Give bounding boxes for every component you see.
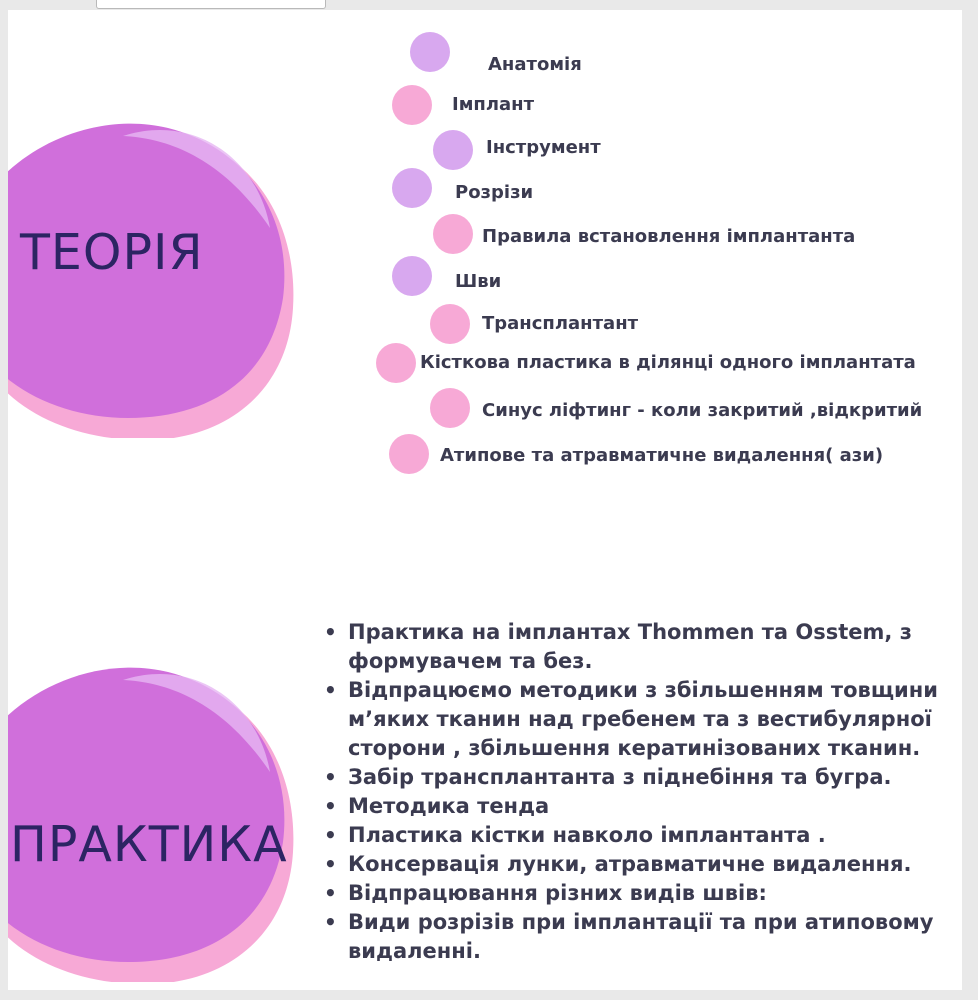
practice-list-item <box>320 792 960 821</box>
bullet-dot-icon: • <box>324 794 337 818</box>
practice-item-text: Забір трансплантанта з піднебіння та бугра. <box>348 765 892 789</box>
bullet-dot-icon: • <box>324 910 337 934</box>
bullet-dot-icon: • <box>324 678 337 702</box>
document-page <box>8 10 962 990</box>
practice-item-text: Відпрацюємо методики з збільшенням товщини м’яких тканин над гребенем та з вестибулярної сторони , збільшення кератинізованих тканин. <box>348 678 938 760</box>
practice-list-item <box>320 618 960 676</box>
practice-item-text: Консервація лунки, атравматичне видалення. <box>348 852 912 876</box>
theory-item-bullet <box>433 214 473 254</box>
bullet-dot-icon: • <box>324 765 337 789</box>
theory-item-label: Шви <box>455 271 502 292</box>
practice-item-text: Види розрізів при імплантації та при атиповому видаленні. <box>348 910 934 963</box>
theory-item-label: Правила встановлення імплантанта <box>482 226 856 247</box>
bullet-dot-icon: • <box>324 852 337 876</box>
theory-title: ТЕОРІЯ <box>20 224 204 281</box>
theory-item-bullet <box>376 343 416 383</box>
theory-item-bullet <box>392 85 432 125</box>
bullet-dot-icon: • <box>324 620 337 644</box>
practice-list-item <box>320 763 960 792</box>
theory-item-bullet <box>392 168 432 208</box>
practice-item-text: Практика на імплантах Thommen та Osstem, з формувачем та без. <box>348 620 912 673</box>
theory-item-bullet <box>430 304 470 344</box>
bullet-dot-icon: • <box>324 823 337 847</box>
theory-item-bullet <box>433 130 473 170</box>
practice-item-text: Пластика кістки навколо імплантанта . <box>348 823 826 847</box>
practice-list-item <box>320 908 960 966</box>
theory-item-bullet <box>389 434 429 474</box>
practice-item-text: Відпрацювання різних видів швів: <box>348 881 767 905</box>
theory-item-bullet <box>430 388 470 428</box>
theory-item-label: Імплант <box>452 94 535 115</box>
theory-item-label: Кісткова пластика в ділянці одного імплантата <box>420 352 916 373</box>
theory-item-bullet <box>410 32 450 72</box>
theory-item-label: Синус ліфтинг - коли закритий ,відкритий <box>482 400 923 421</box>
bullet-dot-icon: • <box>324 881 337 905</box>
theory-item-bullet <box>392 256 432 296</box>
practice-list <box>320 618 960 966</box>
practice-list-item <box>320 821 960 850</box>
practice-list-item <box>320 879 960 908</box>
top-input-box <box>96 0 326 9</box>
practice-list-item <box>320 676 960 763</box>
practice-list-item <box>320 850 960 879</box>
theory-item-label: Інструмент <box>486 137 601 158</box>
theory-item-label: Розрізи <box>455 182 534 203</box>
theory-item-label: Трансплантант <box>482 313 639 334</box>
theory-item-label: Анатомія <box>488 54 582 75</box>
practice-title: ПРАКТИКА <box>10 816 288 873</box>
theory-item-label: Атипове та атравматичне видалення( ази) <box>440 445 884 466</box>
practice-item-text: Методика тенда <box>348 794 550 818</box>
